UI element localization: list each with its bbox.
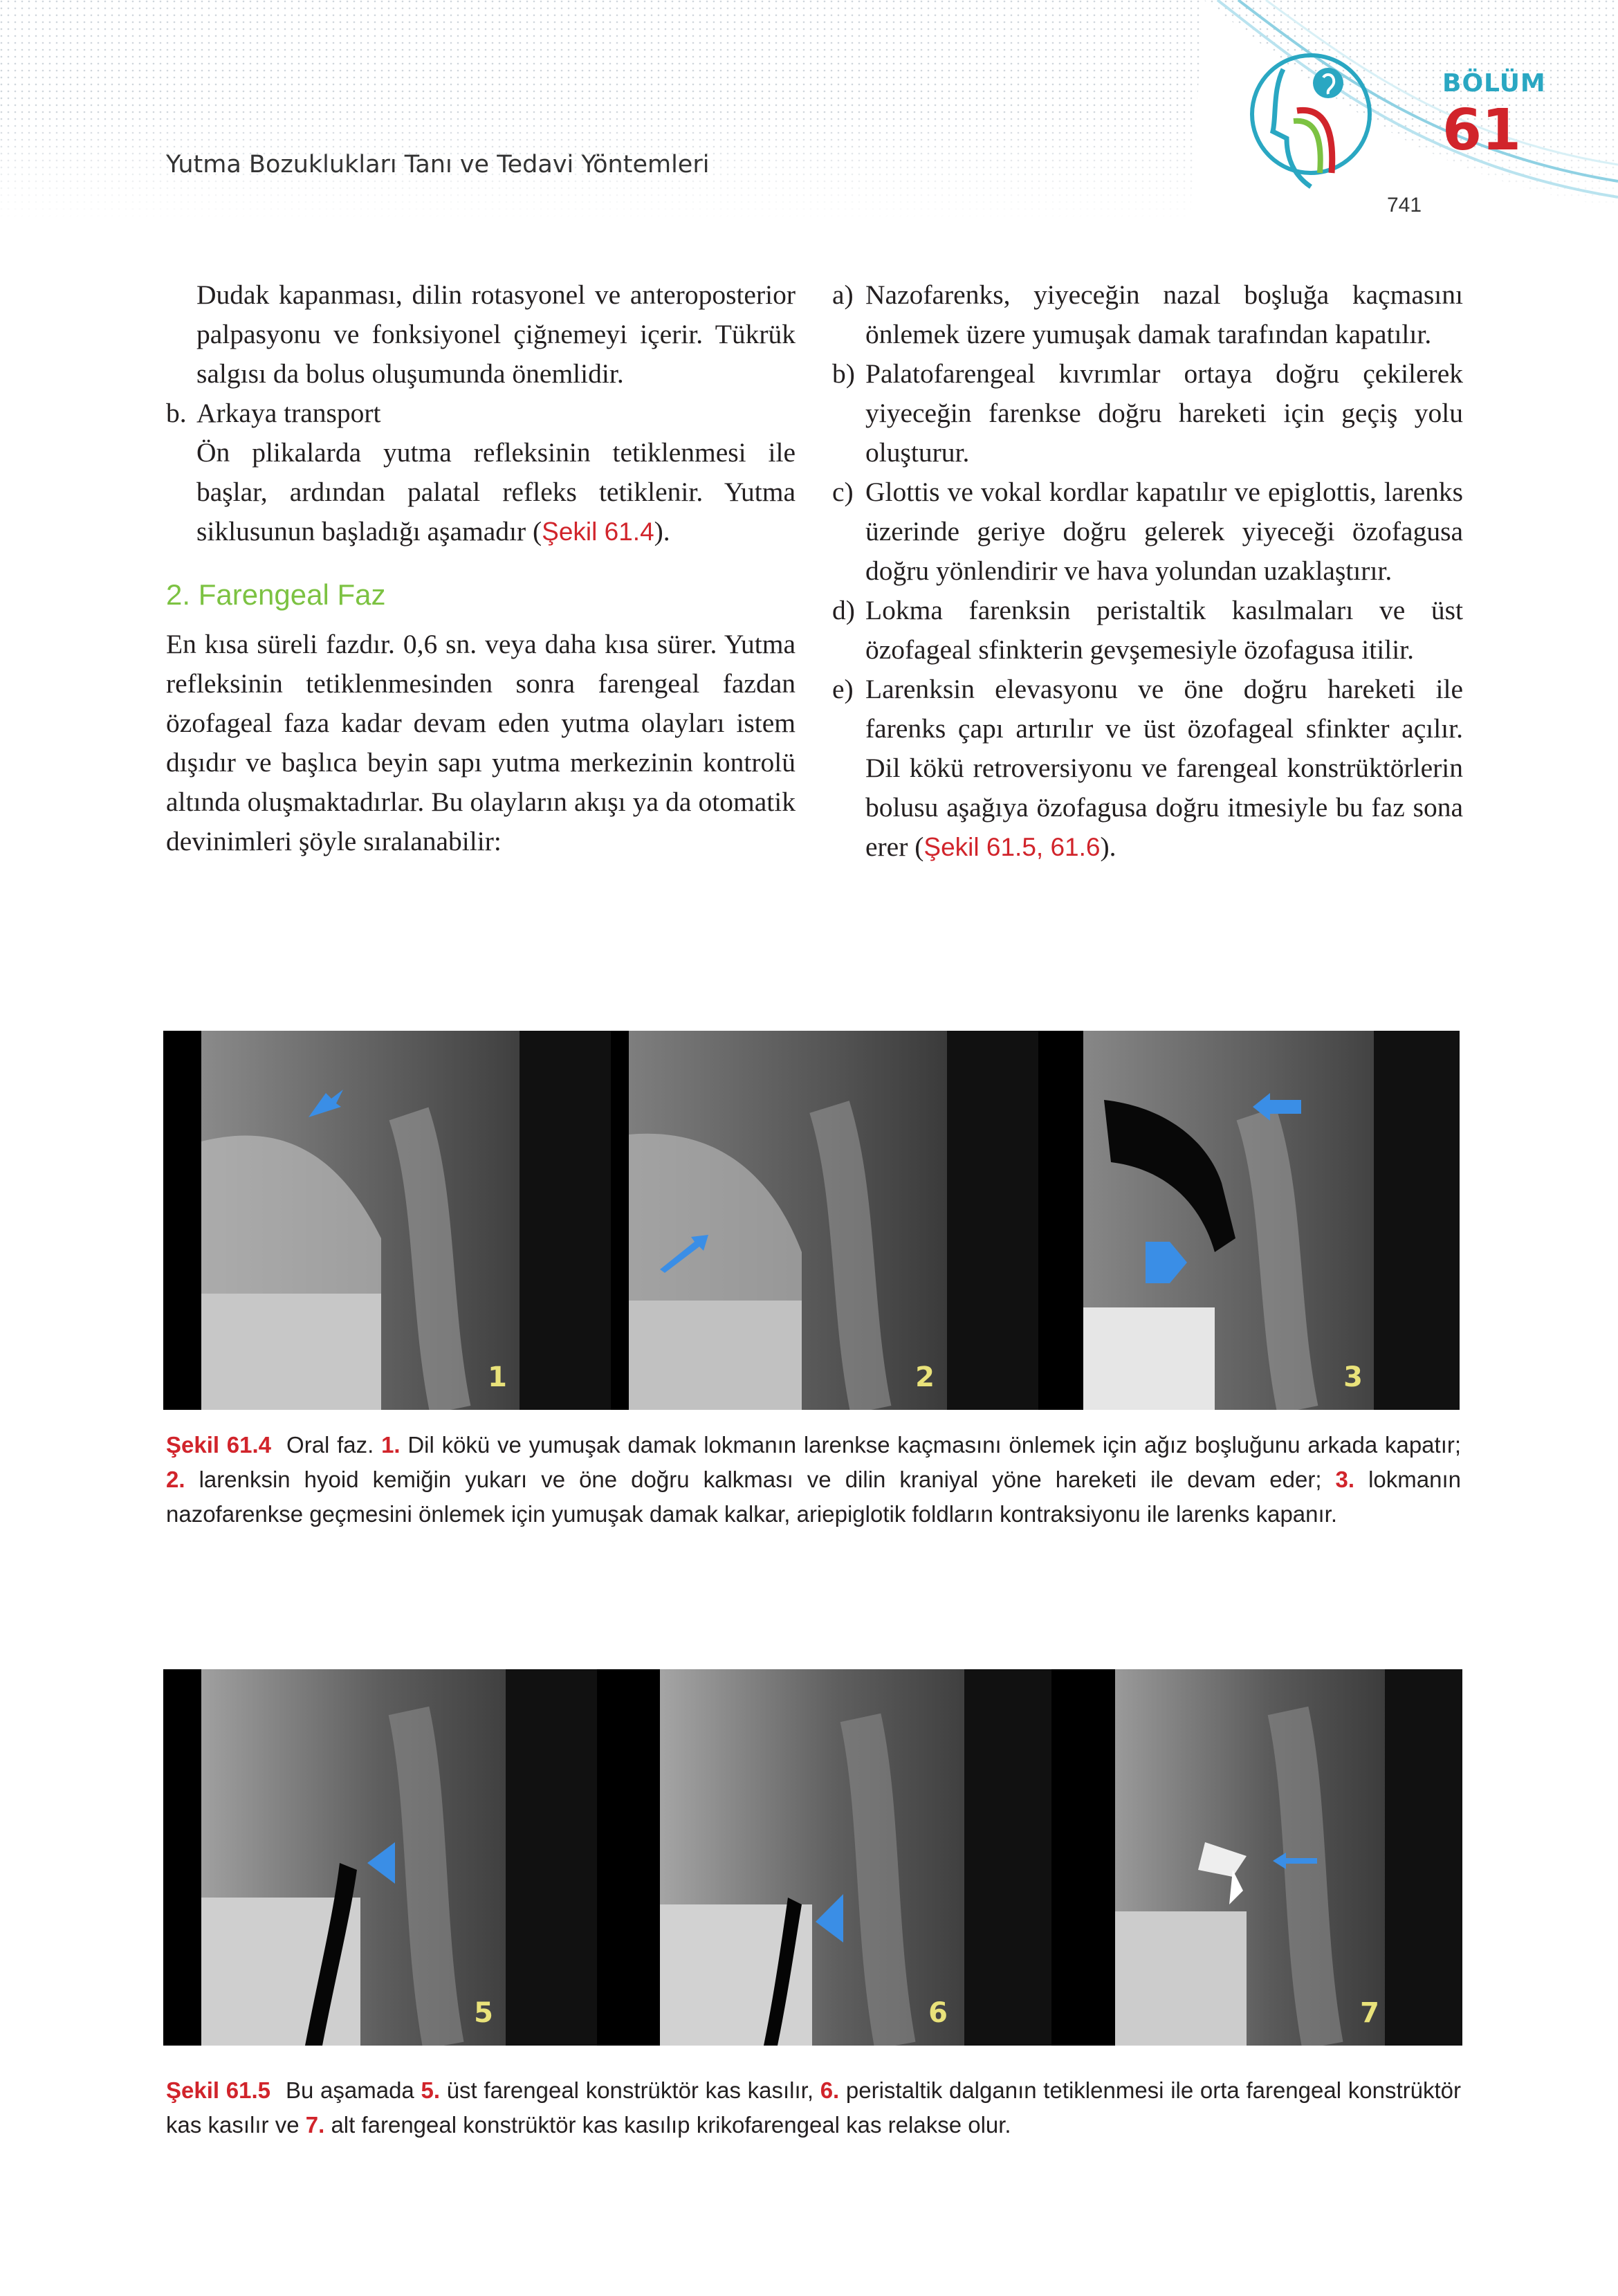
figure-61-4-caption: [166, 1428, 1461, 1532]
running-title: Yutma Bozuklukları Tanı ve Tedavi Yöntemleri: [166, 151, 710, 178]
panel-number: 2: [915, 1361, 935, 1393]
right-column: [832, 275, 1463, 867]
caption-label: Şekil 61.5: [166, 2077, 270, 2103]
list-item-b-label: b.: [166, 398, 187, 428]
caption-text: üst farengeal konstrüktör kas kasılır,: [446, 2077, 813, 2103]
caption-number: 6.: [820, 2077, 840, 2103]
list-item-label: e): [832, 674, 854, 704]
list-item-a: [832, 275, 1463, 354]
panel-number: 3: [1343, 1361, 1363, 1393]
list-item-e-end: ).: [1100, 832, 1116, 862]
caption-title: Bu aşamada: [285, 2077, 414, 2103]
blue-arrow-icon: [1142, 1238, 1190, 1287]
xray-panel-3: [1083, 1031, 1460, 1410]
caption-text: alt farengeal konstrüktör kas kasılıp krikofarengeal kas relakse olur.: [331, 2112, 1011, 2138]
intro-paragraph: Dudak kapanması, dilin rotasyonel ve anteroposterior palpasyonu ve fonksiyonel çiğnemeyi içerir. Tükrük salgısı da bolus oluşumunda önemlidir.: [196, 279, 796, 389]
caption-text: lokmanın nazofarenkse geçmesini önlemek için yumuşak damak kalkar, ariepiglotik foldların kontraksiyonu ile larenks kapanır.: [166, 1467, 1461, 1527]
figure-61-5-caption: [166, 2073, 1461, 2142]
page-number: 741: [1387, 194, 1422, 217]
panel-number: 5: [474, 1997, 493, 2029]
caption-text: larenksin hyoid kemiğin yukarı ve öne doğru kalkması ve dilin kraniyal yöne hareketi ile devam eder;: [199, 1467, 1322, 1492]
caption-text: Dil kökü ve yumuşak damak lokmanın larenkse kaçmasını önlemek için ağız boşluğunu arkada kapatır;: [407, 1432, 1462, 1458]
blue-arrow-icon: [656, 1231, 712, 1273]
panel-number: 7: [1360, 1997, 1379, 2029]
list-item-text: Larenksin elevasyonu ve öne doğru hareketi ile farenks çapı artırılır ve üst özofageal sfinkter açılır. Dil kökü retroversiyonu ve farengeal konstrüktörlerin bolusu aşağıya özofagusa doğru itmesiyle bu faz sona erer (: [865, 674, 1463, 862]
chapter-label: BÖLÜM: [1442, 69, 1546, 98]
blue-arrow-icon: [305, 1086, 347, 1121]
figure-ref-61-4[interactable]: Şekil 61.4: [542, 517, 654, 546]
caption-number: 3.: [1335, 1467, 1355, 1492]
caption-text: peristaltik dalganın tetiklenmesi ile orta farengeal konstrüktör kas kasılır ve: [166, 2077, 1461, 2138]
caption-number: 7.: [305, 2112, 325, 2138]
blue-arrow-icon: [1249, 1090, 1305, 1124]
blue-arrow-icon: [812, 1891, 847, 1946]
caption-number: 1.: [381, 1432, 401, 1458]
list-item-b-end: ).: [654, 516, 670, 547]
list-item-text: Lokma farenksin peristaltik kasılmaları ve üst özofageal sfinkterin gevşemesiyle özofagusa itilir.: [865, 595, 1463, 665]
figure-61-5: [163, 1669, 1462, 2046]
list-item-e-text: [865, 670, 1463, 867]
list-item-label: a): [832, 279, 854, 310]
xray-panel-5: [201, 1669, 597, 2046]
xray-panel-1: [201, 1031, 611, 1410]
list-item-b-body: Ön plikalarda yutma refleksinin tetiklenmesi ile başlar, ardından palatal refleks tetiklenir. Yutma siklusunun başladığı aşamadır (: [196, 437, 796, 547]
list-item-b-title: Arkaya transport: [196, 398, 381, 428]
figure-61-4: [163, 1031, 1460, 1410]
list-item-e: [832, 670, 1463, 867]
list-item-c: [832, 472, 1463, 591]
list-item-d: [832, 591, 1463, 670]
xray-panel-6: [660, 1669, 1051, 2046]
caption-number: 5.: [421, 2077, 440, 2103]
left-column: [166, 275, 796, 861]
list-item-text: Nazofarenks, yiyeceğin nazal boşluğa kaçmasını önlemek üzere yumuşak damak tarafından kapatılır.: [865, 279, 1463, 349]
list-item-label: b): [832, 358, 855, 389]
list-item-label: c): [832, 477, 854, 507]
list-item-b2: [832, 354, 1463, 472]
xray-panel-2: [629, 1031, 1038, 1410]
list-item-b-text: [166, 433, 796, 551]
figure-ref-61-5-61-6[interactable]: Şekil 61.5, 61.6: [923, 833, 1101, 861]
section-paragraph: En kısa süreli fazdır. 0,6 sn. veya daha kısa sürer. Yutma refleksinin tetiklenmesinden sonra farengeal fazdan özofageal faza kadar devam eden yutma olayları istem dışıdır ve başlıca beyin sapı yutma merkezinin kontrolü altında oluşmaktadırlar. Bu olayların akışı ya da otomatik devinimleri şöyle sıralanabilir:: [166, 629, 796, 856]
panel-number: 1: [488, 1361, 507, 1393]
list-item-label: d): [832, 595, 855, 625]
blue-arrow-icon: [364, 1839, 398, 1887]
throat-logo-icon: [1245, 42, 1377, 194]
xray-panel-7: [1115, 1669, 1462, 2046]
list-item-text: Glottis ve vokal kordlar kapatılır ve epiglottis, larenks üzerinde geriye doğru gelerek yiyeceği özofagusa doğru yönlendirir ve hava yolundan uzaklaştırır.: [865, 477, 1463, 586]
list-item-b: [166, 394, 796, 433]
caption-label: Şekil 61.4: [166, 1432, 272, 1458]
caption-title: Oral faz.: [286, 1432, 374, 1458]
list-item-text: Palatofarengeal kıvrımlar ortaya doğru çekilerek yiyeceğin farenkse doğru hareketi için geçiş yolu oluşturur.: [865, 358, 1463, 468]
panel-number: 6: [928, 1997, 948, 2029]
chapter-number: 61: [1442, 98, 1522, 163]
blue-arrow-icon: [1271, 1850, 1319, 1871]
caption-number: 2.: [166, 1467, 185, 1492]
section-heading: 2. Farengeal Faz: [166, 578, 386, 611]
